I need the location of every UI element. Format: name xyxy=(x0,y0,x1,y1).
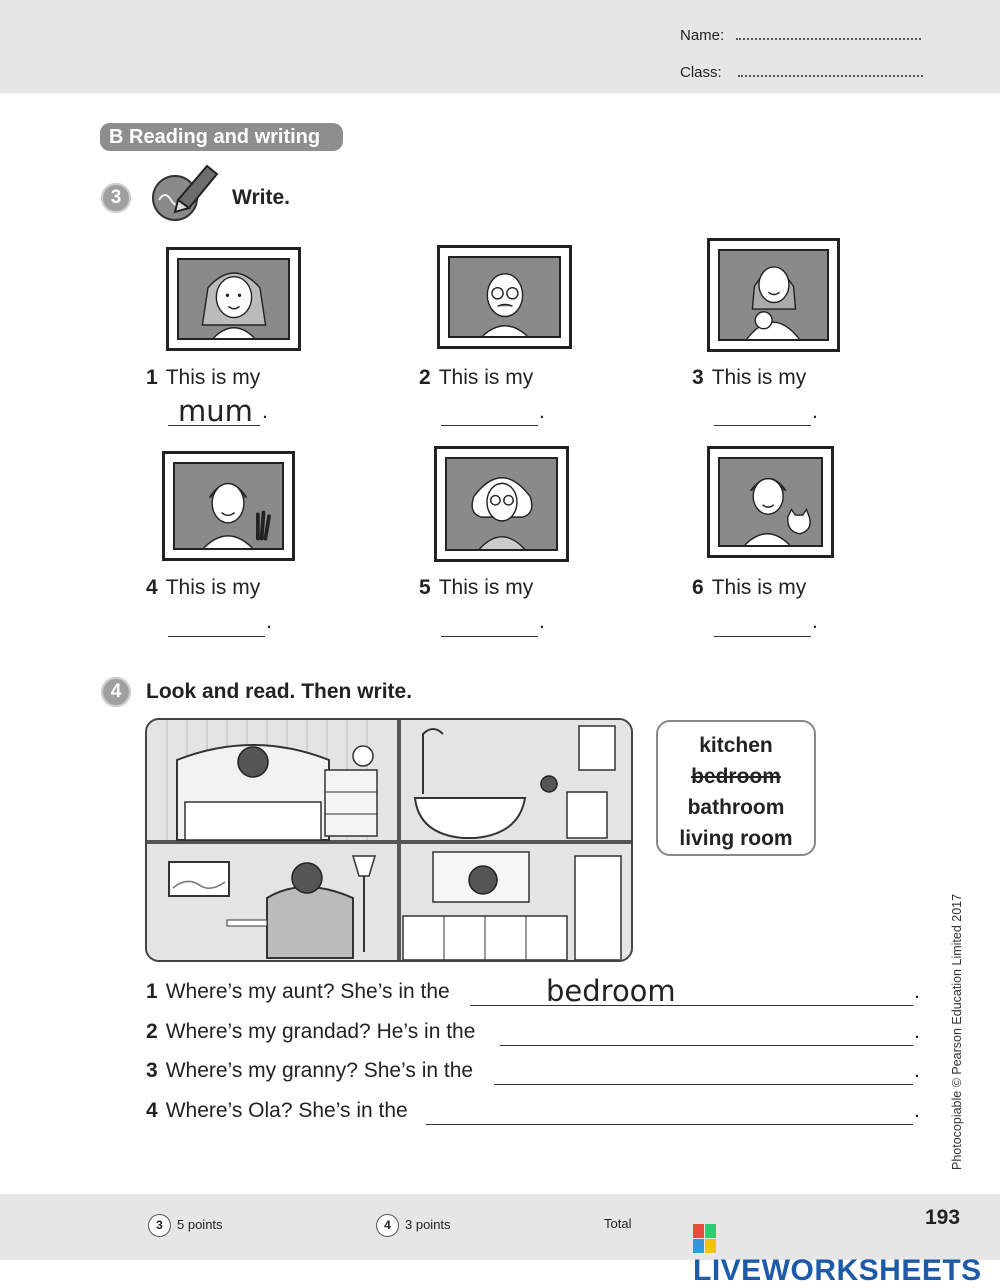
ex3-blank-3[interactable] xyxy=(714,425,811,426)
picture-frame-3 xyxy=(707,238,840,352)
ex4-blank-3[interactable] xyxy=(494,1084,913,1085)
ex4-blank-2[interactable] xyxy=(500,1045,913,1046)
word-living-room: living room xyxy=(679,827,793,850)
picture-frame-6 xyxy=(707,446,834,558)
ex3-item-6: 6 This is my xyxy=(692,576,807,599)
ex3-blank-2[interactable] xyxy=(441,425,538,426)
picture-frame-2 xyxy=(437,245,572,349)
ex3-score: 3 5 points xyxy=(148,1214,223,1237)
word-box xyxy=(656,720,816,856)
copyright-credit: Photocopiable © Pearson Education Limited 2017 xyxy=(950,893,964,1170)
class-dotted-line[interactable] xyxy=(738,65,923,77)
aunt-with-baby-portrait-icon xyxy=(720,251,827,339)
ex3-item-5: 5 This is my xyxy=(419,576,534,599)
ex4-blank-4[interactable] xyxy=(426,1124,913,1125)
granny-portrait-icon xyxy=(447,459,556,549)
ex3-item-2: 2 This is my xyxy=(419,366,534,389)
ex3-blank-6[interactable] xyxy=(714,636,811,637)
exercise-3-instruction: Write. xyxy=(232,186,290,209)
picture-frame-4 xyxy=(162,451,295,561)
name-label: Name: xyxy=(680,27,725,44)
ex3-item-3: 3 This is my xyxy=(692,366,807,389)
ex4-question-2: 2 Where’s my grandad? He’s in the xyxy=(146,1020,476,1043)
ex4-answer-1[interactable]: bedroom xyxy=(546,974,676,1008)
ex4-score: 4 3 points xyxy=(376,1214,451,1237)
brother-waving-portrait-icon xyxy=(175,464,282,548)
ex3-answer-1[interactable]: mum xyxy=(178,394,253,428)
exercise-4-number: 4 xyxy=(101,677,131,707)
ex3-blank-5[interactable] xyxy=(441,636,538,637)
ex3-item-4: 4 This is my xyxy=(146,576,261,599)
liveworksheets-badge-icon xyxy=(693,1224,717,1254)
name-field[interactable] xyxy=(680,27,921,44)
word-bedroom: bedroom xyxy=(691,765,781,788)
picture-frame-1 xyxy=(166,247,301,351)
ex3-item-1: 1 This is my xyxy=(146,366,261,389)
ex3-blank-1[interactable] xyxy=(168,425,260,426)
name-dotted-line[interactable] xyxy=(736,28,921,40)
ex4-question-4: 4 Where’s Ola? She’s in the xyxy=(146,1099,408,1122)
house-illustration xyxy=(145,718,633,962)
boy-with-cat-portrait-icon xyxy=(720,459,821,545)
section-title: B Reading and writing xyxy=(100,123,343,151)
page-number: 193 xyxy=(925,1206,961,1229)
ex3-blank-4[interactable] xyxy=(168,636,265,637)
grandad-portrait-icon xyxy=(450,258,559,336)
ex4-question-3: 3 Where’s my granny? She’s in the xyxy=(146,1059,474,1082)
ex4-blank-1[interactable] xyxy=(470,1005,913,1006)
word-kitchen: kitchen xyxy=(699,734,773,757)
class-label: Class: xyxy=(680,64,722,81)
total-label: Total xyxy=(604,1216,632,1231)
exercise-3-number: 3 xyxy=(101,183,131,213)
word-bathroom: bathroom xyxy=(687,796,785,819)
exercise-4-instruction: Look and read. Then write. xyxy=(146,680,413,703)
mum-portrait-icon xyxy=(179,260,288,338)
liveworksheets-logo[interactable]: LIVEWORKSHEETS xyxy=(693,1220,1000,1288)
ex4-question-1: 1 Where’s my aunt? She’s in the xyxy=(146,980,450,1003)
class-field[interactable] xyxy=(680,64,923,81)
pencil-icon xyxy=(145,160,225,222)
picture-frame-5 xyxy=(434,446,569,562)
